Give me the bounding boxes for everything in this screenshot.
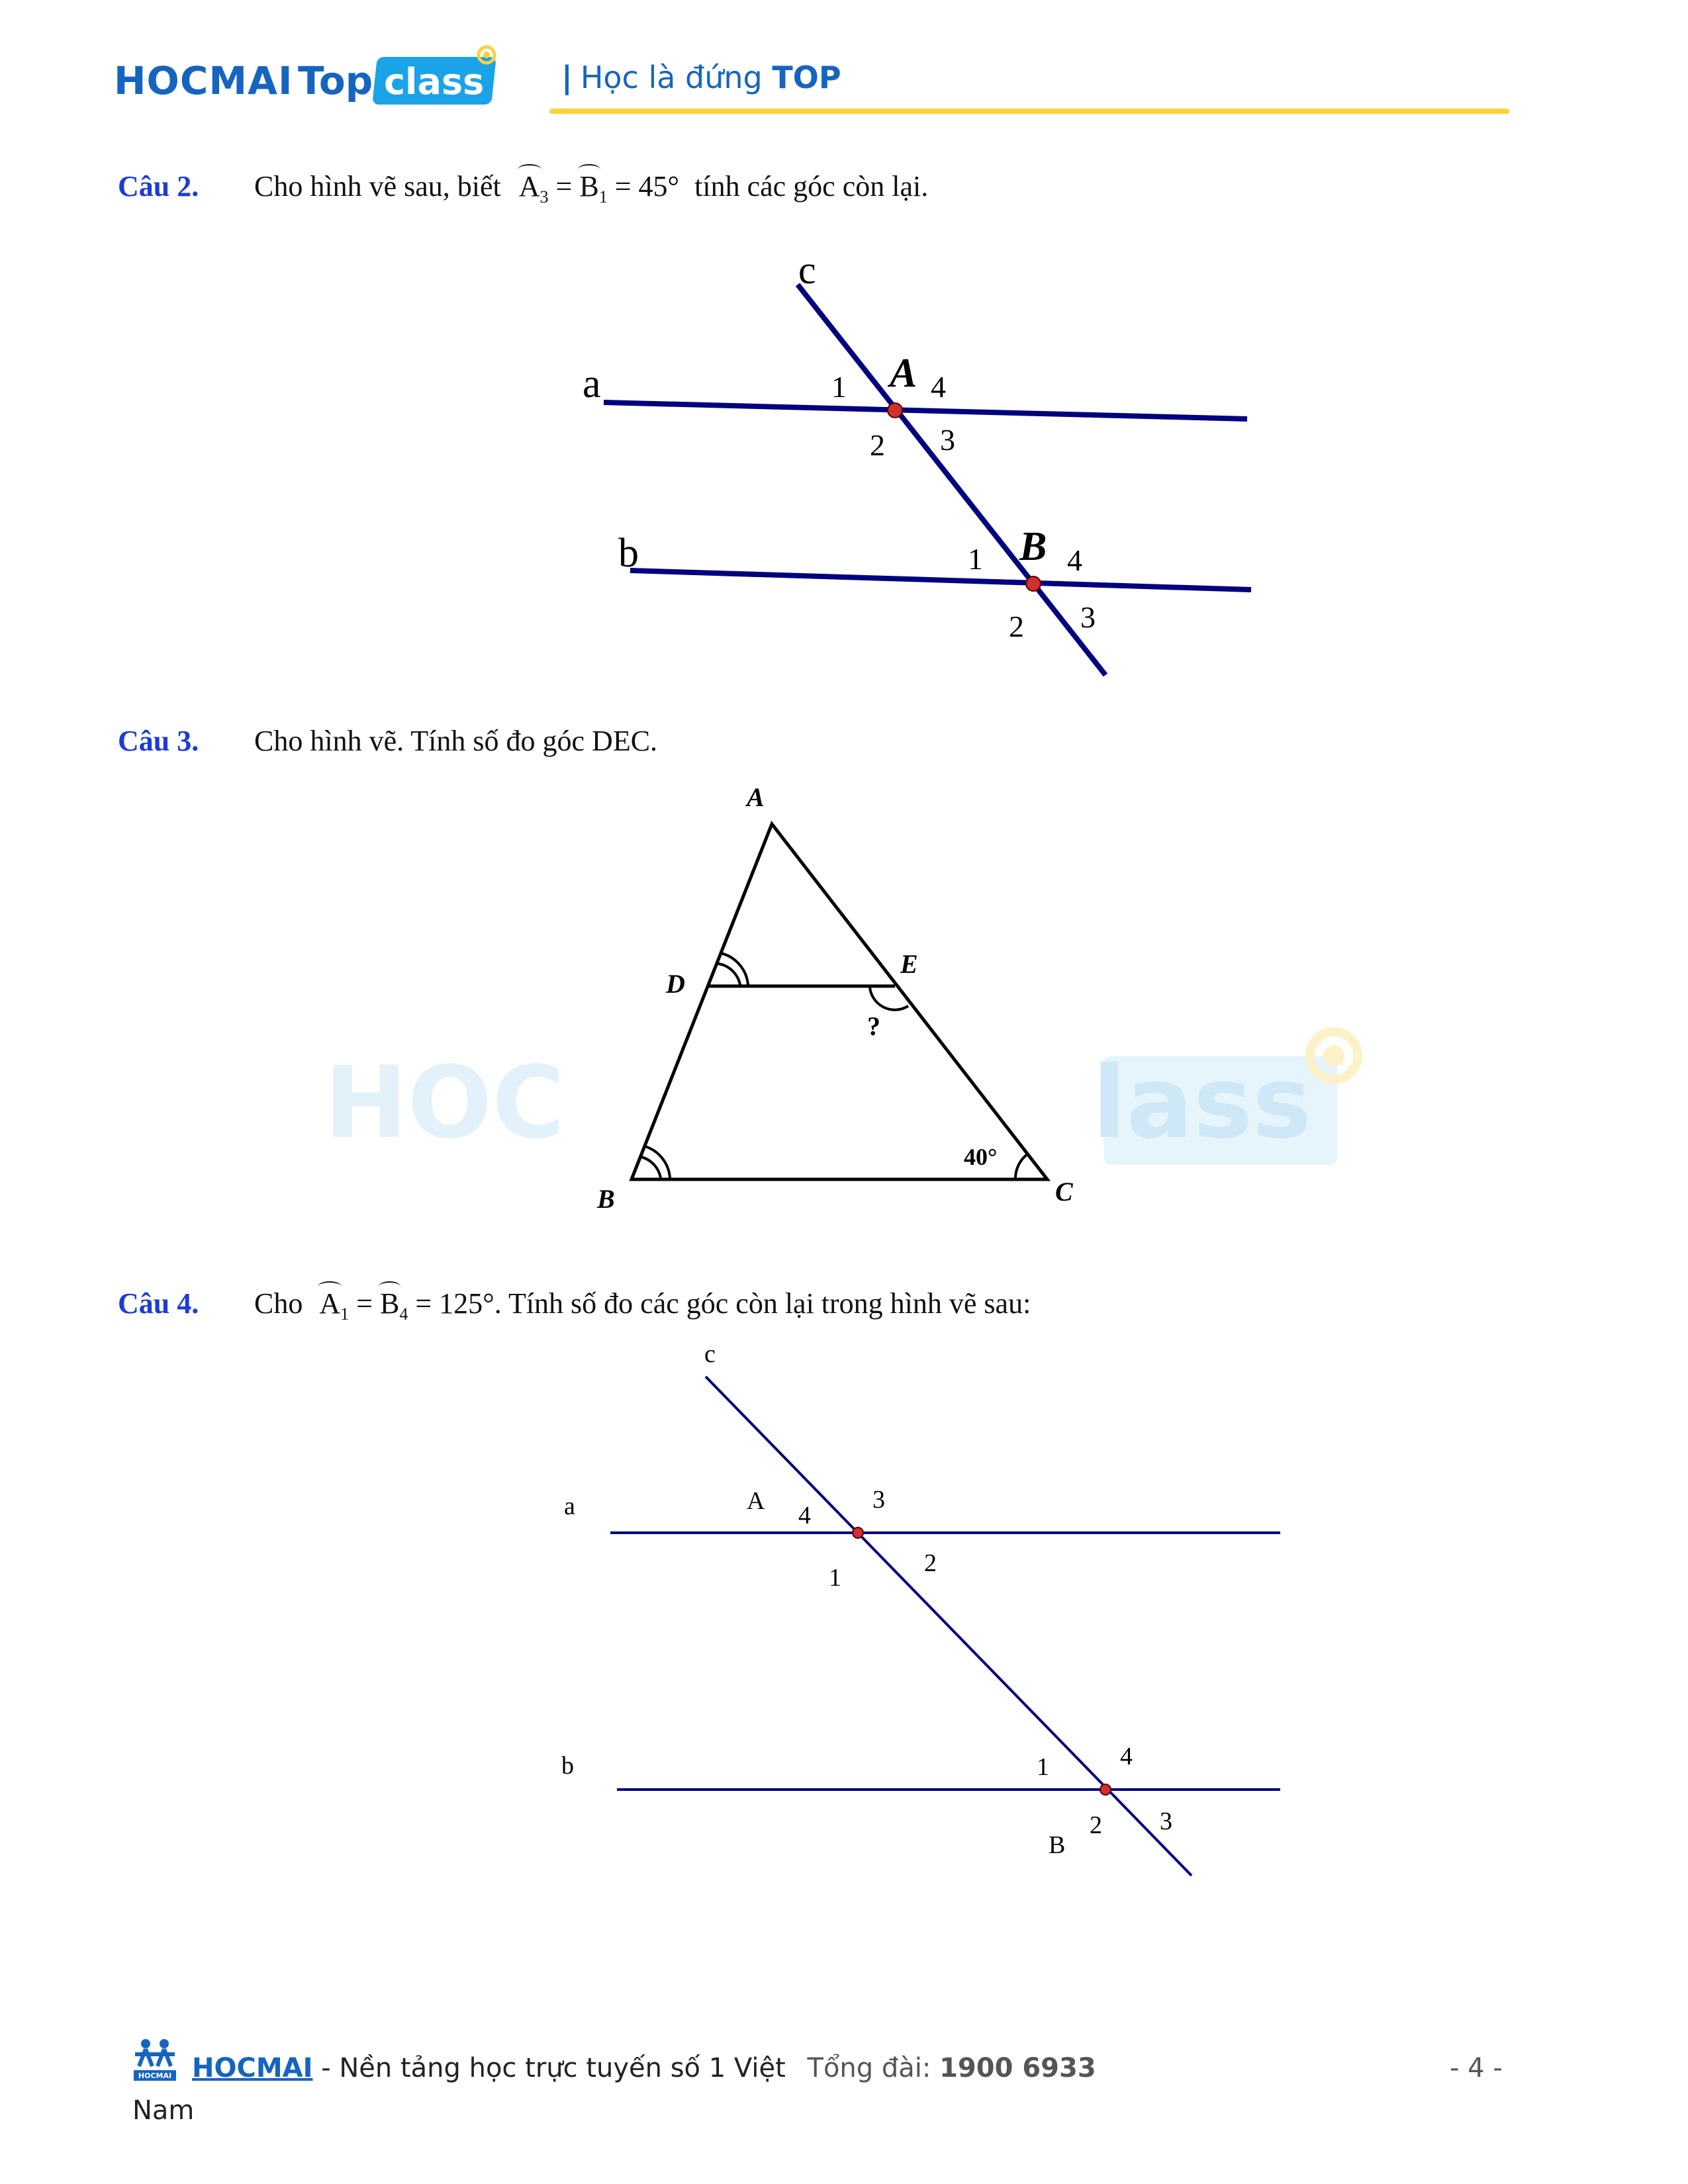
q2-label-c: c [798,248,816,292]
q3-label-d: D [666,969,685,999]
q4-text-before: Cho [254,1287,303,1320]
tagline-top: TOP [772,60,841,95]
q4-label-point-a: A [747,1487,765,1515]
q2-b3: 3 [1080,600,1096,634]
q4-b4: 4 [1120,1743,1133,1770]
watermark-left: HOC [324,1046,565,1161]
q2-b2: 2 [1009,610,1024,643]
q4-equals-value: = 125° [415,1287,494,1320]
hocmai-logo-text: HOCMAI [138,2071,172,2080]
q4-b3: 3 [1160,1807,1172,1835]
q4-angle-a [319,1287,350,1324]
q2-figure [0,0,1688,728]
q2-equals-value: = 45° [614,170,680,203]
watermark-right: lass [1092,1046,1312,1161]
q2-point-b [1026,576,1041,591]
q4-angle-a-letter: A [319,1287,341,1320]
q2-line-a [604,402,1247,419]
q2-point-a [888,403,902,418]
q4-angle-b-sub: 4 [399,1304,408,1324]
footer-hotline: 1900 6933 [939,2053,1096,2083]
q2-b4: 4 [1067,543,1082,577]
q4-angle-b-letter: B [379,1287,400,1320]
q4-a1: 1 [829,1564,841,1592]
q2-angle-a-letter: A [518,170,540,203]
q2-line-b [630,570,1251,590]
q3-label: Câu 3. [118,725,199,757]
footer-hocmai-link[interactable]: HOCMAI [192,2053,313,2083]
q3-figure [0,728,1688,1244]
q2-label: Câu 2. [118,170,199,203]
q4-label: Câu 4. [118,1287,199,1320]
q2-label-a: a [583,361,601,406]
q2-angle-a-sub: 3 [539,187,549,206]
q2-text: Cho hình vẽ sau, biết $A_3 = B_1 = 45^\circ$ tính các góc còn lại. [254,170,929,206]
q3-angle-c-value: 40° [964,1144,998,1170]
q4-angle-b [379,1287,408,1324]
q4-angle-a-sub: 1 [340,1304,350,1324]
q3-angle-b-arc [641,1157,661,1178]
tagline-prefix: Học là đứng [580,60,763,95]
q2-a3: 3 [940,423,955,457]
q4-a2: 2 [924,1549,937,1577]
q2-label-point-b: B [1019,524,1047,569]
q2-label-point-a: A [890,351,917,396]
q2-a2: 2 [870,428,885,462]
q3-text: Cho hình vẽ. Tính số đo góc DEC. [254,725,658,757]
q4-point-a [853,1527,863,1538]
q4-a4: 4 [798,1502,811,1529]
q2-a4: 4 [931,370,946,404]
q4-b1: 1 [1037,1753,1049,1781]
q3-label-unknown: ? [867,1011,880,1041]
q3-angle-c-arc [1015,1154,1027,1178]
q4-label-point-b: B [1049,1831,1066,1859]
q3-triangle [632,824,1047,1179]
hocmai-logo-icon [130,2037,180,2083]
q2-label-b: b [618,531,639,576]
footer-overflow-text: Nam [132,2095,195,2126]
tagline-divider: | [561,60,573,95]
q3-angle-d-arc [718,964,740,985]
q2-b1: 1 [968,542,983,576]
q4-point-b [1100,1784,1111,1795]
brand-hocmai: HOCMAI [114,58,293,103]
q4-label-a: a [564,1492,575,1520]
q2-angle-b-letter: B [579,170,599,203]
q2-a1: 1 [831,370,847,404]
page-number: - 4 - [1450,2053,1503,2083]
q3-label-c: C [1055,1177,1073,1206]
footer-hotline-label: Tổng đài: [807,2053,931,2083]
q4-figure [0,1324,1688,1919]
q4-text-after: . Tính số đo các góc còn lại trong hình vẽ sau: [494,1287,1031,1320]
q2-angle-b-sub: 1 [598,187,608,206]
footer-brand [192,2053,1096,2083]
q4-b2: 2 [1090,1811,1102,1839]
q3-angle-d-arc2 [720,953,748,985]
q4-line-c [706,1377,1192,1876]
q3-label-b: B [597,1184,615,1214]
q3-angle-b-arc2 [645,1146,670,1178]
q4-text: Cho $A_1 = B_4 = 125^\circ$. Tính số đo các góc còn lại trong hình vẽ sau: [254,1287,1031,1324]
q4-label-b: b [561,1752,574,1780]
q4-a3: 3 [872,1486,885,1514]
brand-top: Top [298,58,373,103]
q2-line-c [798,285,1105,675]
q3-label-a: A [747,782,765,812]
q2-text-before: Cho hình vẽ sau, biết [254,170,501,203]
footer-slogan: - Nền tảng học trực tuyến số 1 Việt [321,2053,786,2083]
q4-label-c: c [704,1340,716,1368]
q2-text-after: tính các góc còn lại. [694,170,929,203]
brand-class: class [384,61,485,103]
q3-label-e: E [900,949,918,979]
